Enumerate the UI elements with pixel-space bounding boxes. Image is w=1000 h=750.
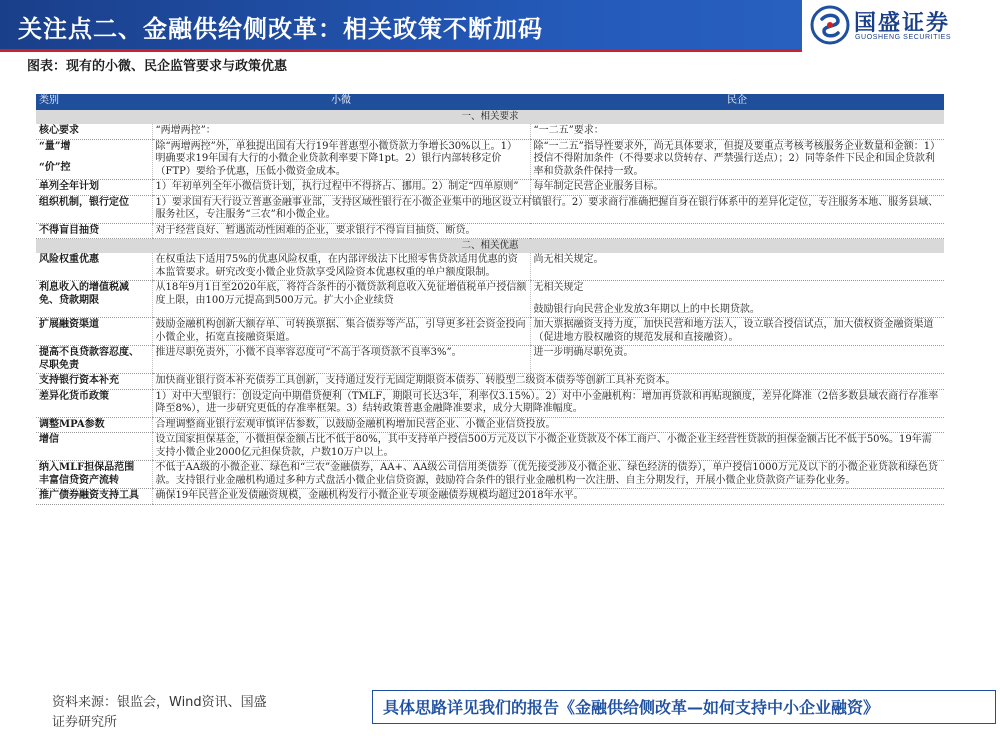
- header-category: 类别: [36, 94, 152, 110]
- cell-merged: 不低于AA级的小微企业、绿色和“三农”金融债券，AA+、AA级公司信用类债券（优先接受涉及小微企业、绿色经济的债券），单户授信1000万元及以下的小微企业贷款和绿色贷款。支持银行业金融机构通过多种方式盘活小微企业信贷资源，鼓励符合条件的银行业金融机构一次注册、自主分期发行，开展小微企业贷款资产证券化业务。: [152, 461, 944, 489]
- cell-merged: 设立国家担保基金，小微担保金额占比不低于80%，其中支持单户授信500万元及以下小微企业贷款及个体工商户、小微企业主经营性贷款的担保金额占比不低于50%。19年需支持小微企业2000亿元担保贷款，户数10万户以上。: [152, 433, 944, 461]
- table-row: [36, 417, 944, 433]
- cell-private: 除“一二五”指导性要求外，尚无具体要求，但提及要重点考核考核服务企业数量和金额：1）授信不得附加条件（不得要求以贷转存、严禁强行送点）；2）同等条件下民企和国企贷款利率和贷款条件保持一致。: [530, 139, 944, 180]
- table-row: [36, 346, 944, 374]
- logo-subtitle: GUOSHENG SECURITIES: [855, 34, 952, 41]
- cell-small-micro: 在权重法下适用75%的优惠风险权重，在内部评级法下比照零售贷款适用优惠的资本监管要求。研究改变小微企业贷款享受风险资本优惠权重的单户额度限制。: [152, 253, 530, 281]
- footer-report-link: [372, 690, 996, 724]
- row-label-volume: “量”增: [39, 140, 71, 152]
- table-row: [36, 461, 944, 489]
- table-row: [36, 374, 944, 390]
- cell-merged: 合理调整商业银行宏观审慎评估参数，以鼓励金融机构增加民营企业、小微企业信贷投放。: [152, 417, 944, 433]
- table-row: [36, 281, 944, 318]
- table-row: [36, 389, 944, 417]
- policy-table: [36, 94, 944, 505]
- row-label: 增信: [36, 433, 152, 461]
- row-label: 风险权重优惠: [36, 253, 152, 281]
- section-requirements: 一、相关要求: [36, 110, 944, 124]
- cell-private: 加大票据融资支持力度，加快民营和地方法人，设立联合授信试点，加大债权资金融资渠道（促进地方股权融资的规范发展和直接融资）。: [530, 318, 944, 346]
- row-label: [36, 139, 152, 180]
- table-row: [36, 195, 944, 223]
- row-label: [36, 461, 152, 489]
- row-label: 单列全年计划: [36, 180, 152, 196]
- cell-private: [530, 281, 944, 318]
- cell-merged: 1）要求国有大行设立普惠金融事业部，支持区域性银行在小微企业集中的地区设立村镇银行。2）要求商行准确把握自身在银行体系中的差异化定位，专注服务本地、服务县域、服务社区，专注服务“三农”和小微企业。: [152, 195, 944, 223]
- row-label-credit-transfer: 丰富信贷资产流转: [39, 474, 119, 486]
- cell-private-a: 无相关规定: [533, 282, 584, 293]
- table-row: [36, 124, 944, 139]
- row-label: 推广债券融资支持工具: [36, 489, 152, 505]
- row-label: 不得盲目抽贷: [36, 223, 152, 239]
- header-bar: [0, 0, 1000, 52]
- cell-private: 进一步明确尽职免责。: [530, 346, 944, 374]
- row-label: 利息收入的增值税减免、贷款期限: [36, 281, 152, 318]
- cell-merged: 加快商业银行资本补充债券工具创新，支持通过发行无固定期限资本债券、转股型二级资本债券等创新工具补充资本。: [152, 374, 944, 390]
- cell-small-micro: 从18年9月1日至2020年底，将符合条件的小微贷款利息收入免征增值税单户授信额度上限，由100万元提高到500万元。扩大小企业续贷: [152, 281, 530, 318]
- cell-merged: 对于经营良好、暂遇流动性困难的企业，要求银行不得盲目抽贷、断贷。: [152, 223, 944, 239]
- table-row: [36, 433, 944, 461]
- row-label: 组织机制，银行定位: [36, 195, 152, 223]
- row-label-price: “价”控: [39, 162, 71, 173]
- row-label: 扩展融资渠道: [36, 318, 152, 346]
- logo-name: 国盛证券: [854, 11, 951, 36]
- cell-merged: 1）对中大型银行：创设定向中期借贷便利（TMLF，期限可长达3年，利率仅3.15%）。2）对中小金融机构：增加再贷款和再贴现额度，差异化降准（2倍多数县域农商行存准率降至8%），进一步研究更低的存准率框架。3）结转政策普惠金融降准要求，成分大期降准幅度。: [152, 389, 944, 417]
- cell-small-micro: 1）年初单列全年小微信贷计划，执行过程中不得挤占、挪用。2）制定“四单原则”: [152, 180, 530, 196]
- cell-private-b: 鼓励银行向民营企业发放3年期以上的中长期贷款。: [533, 303, 760, 315]
- row-label: 调整MPA参数: [36, 417, 152, 433]
- figure-caption: 图表：现有的小微、民企监管要求与政策优惠: [27, 59, 288, 74]
- cell-small-micro: 鼓励金融机构创新大额存单、可转换票据、集合债券等产品，引导更多社会资金投向小微企业，拓宽直接融资渠道。: [152, 318, 530, 346]
- cell-private: 每年制定民营企业服务目标。: [530, 180, 944, 196]
- table-row: [36, 253, 944, 281]
- cell-small-micro: 除“两增两控”外，单独提出国有大行19年普惠型小微贷款力争增长30%以上。1）明确要求19年国有大行的小微企业贷款利率要下降1pt。2）银行内部转移定价（FTP）要给予优惠，压低小微资金成本。: [152, 139, 530, 180]
- footer-text: 具体思路详见我们的报告《金融供给侧改革—如何支持中小企业融资》: [383, 698, 880, 717]
- header-private: 民企: [530, 94, 944, 110]
- page-title: 关注点二、金融供给侧改革：相关政策不断加码: [18, 15, 543, 43]
- header-small-micro: 小微: [152, 94, 530, 110]
- table-row: [36, 139, 944, 180]
- table-row: [36, 180, 944, 196]
- section-preferences: 二、相关优惠: [36, 239, 944, 254]
- row-label: 核心要求: [36, 124, 152, 139]
- cell-merged: 确保19年民营企业发债融资规模，金融机构发行小微企业专项金融债券规模均超过2018年水平。: [152, 489, 944, 505]
- cell-small-micro: 推进尽职免责外，小微不良率容忍度可“不高于各项贷款不良率3%”。: [152, 346, 530, 374]
- cell-private: “一二五”要求：: [530, 124, 944, 139]
- row-label: 差异化货币政策: [36, 389, 152, 417]
- table-header-row: [36, 94, 944, 110]
- table-row: [36, 318, 944, 346]
- row-label: 提高不良贷款容忍度、尽职免责: [36, 346, 152, 374]
- row-label: 支持银行资本补充: [36, 374, 152, 390]
- guosheng-logo-icon: [810, 5, 850, 45]
- cell-private: 尚无相关规定。: [530, 253, 944, 281]
- row-label-mlf: 纳入MLF担保品范围: [39, 462, 135, 473]
- cell-small-micro: “两增两控”：: [152, 124, 530, 139]
- table-row: [36, 489, 944, 505]
- brand-logo: [802, 0, 1000, 52]
- table-row: [36, 223, 944, 239]
- source-note: 资料来源：银监会，Wind资讯、国盛证券研究所: [52, 695, 267, 730]
